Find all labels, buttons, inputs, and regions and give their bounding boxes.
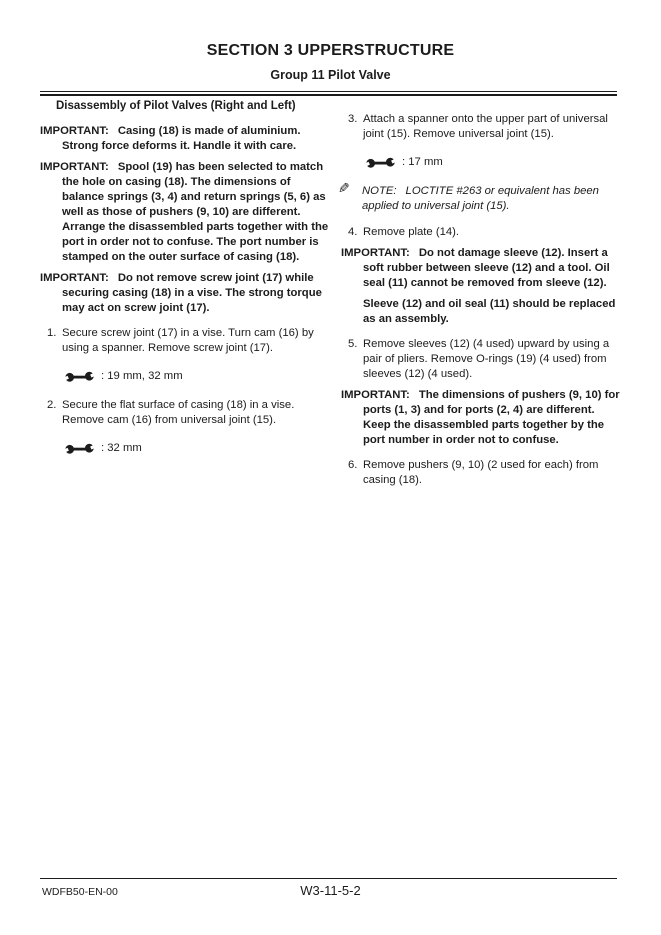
note-text: LOCTITE #263 or equivalent has been applied to universal joint (15). (362, 185, 599, 212)
step-item (341, 225, 622, 240)
important-label: IMPORTANT: (341, 389, 410, 402)
footer-rule (40, 878, 617, 879)
important-note-continuation: Sleeve (12) and oil seal (11) should be replaced as an assembly. (363, 298, 616, 326)
section-title: SECTION 3 UPPERSTRUCTURE (206, 42, 455, 59)
step-number: 6. (348, 459, 358, 472)
important-label: IMPORTANT: (40, 125, 109, 137)
tool-size-text: : 19 mm, 32 mm (101, 370, 183, 382)
step-text: Attach a spanner onto the upper part of universal joint (15). Remove universal joint (15). (363, 113, 608, 140)
step-text: Secure screw joint (17) in a vise. Turn cam (16) by using a spanner. Remove screw joint (17). (62, 327, 314, 354)
important-note (40, 160, 333, 265)
important-label: IMPORTANT: (341, 247, 410, 260)
tool-size-text: : 32 mm (101, 442, 142, 454)
important-note (40, 271, 333, 316)
tool-size-line (366, 155, 622, 170)
group-title: Group 11 Pilot Valve (270, 68, 391, 82)
step-text: Remove pushers (9, 10) (2 used for each) from casing (18). (363, 459, 599, 487)
step-item (341, 337, 622, 382)
important-text: Casing (18) is made of aluminium. Strong force deforms it. Handle it with care. (62, 125, 301, 152)
document-code: WDFB50-EN-00 (42, 886, 118, 898)
spanner-icon (65, 443, 94, 455)
procedure-title: Disassembly of Pilot Valves (Right and Left) (56, 100, 296, 112)
important-note (341, 388, 622, 448)
step-number: 2. (47, 399, 57, 411)
header-rule (40, 91, 617, 96)
important-label: IMPORTANT: (40, 272, 109, 284)
step-item (40, 398, 333, 428)
tool-size-line (65, 369, 333, 384)
step-number: 3. (348, 113, 358, 125)
step-item (341, 458, 622, 488)
left-column (40, 99, 333, 470)
step-number: 5. (348, 338, 358, 351)
tool-size-line (65, 441, 333, 456)
page-header (0, 42, 661, 82)
step-text: Remove plate (14). (363, 226, 460, 239)
step-item (40, 326, 333, 356)
note (338, 181, 622, 214)
step-text: Secure the flat surface of casing (18) in a vise. Remove cam (16) from universal joint (15). (62, 399, 295, 426)
right-column (338, 112, 622, 488)
step-number: 4. (348, 226, 358, 239)
spanner-icon (65, 371, 94, 383)
spanner-icon (366, 157, 395, 169)
important-note (40, 124, 333, 154)
step-item (341, 112, 622, 142)
important-text: Spool (19) has been selected to match the hole on casing (18). The dimensions of balance springs (3, 4) and return springs (5, 6) as well as those of pushers (9, 10) are different. Arrange the disassembled parts together with the port in order not to confuse. The port number is stamped on the outer surface of casing (18). (62, 161, 329, 263)
important-text: Do not damage sleeve (12). Insert a soft rubber between sleeve (12) and a tool. Oil seal (11) cannot be removed from sleeve (12). (363, 247, 610, 290)
pencil-note-icon: ✎ (338, 181, 350, 197)
step-number: 1. (47, 327, 57, 339)
page-number: W3-11-5-2 (300, 883, 361, 898)
step-text: Remove sleeves (12) (4 used) upward by using a pair of pliers. Remove O-rings (19) (4 used) from sleeves (12) (4 used). (363, 338, 610, 381)
important-note (341, 246, 622, 291)
important-label: IMPORTANT: (40, 161, 109, 173)
important-text: Do not remove screw joint (17) while securing casing (18) in a vise. The strong torque may act on screw joint (17). (62, 272, 322, 314)
tool-size-text: : 17 mm (402, 156, 443, 168)
note-label: NOTE: (362, 185, 397, 197)
important-text: The dimensions of pushers (9, 10) for ports (1, 3) and for ports (2, 4) are different. Keep the disassembled parts together by the port number in order not to confuse. (363, 389, 620, 447)
